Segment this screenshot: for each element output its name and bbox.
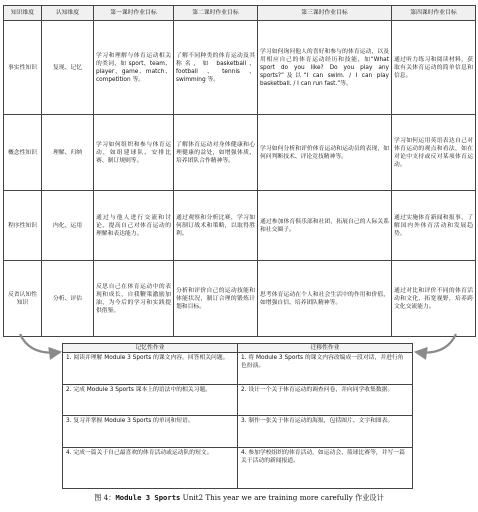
transfer-task: 2. 设计一个关于体育运动的调查问卷，并向同学收集数据。 xyxy=(238,384,413,416)
goal-cell: 学习和理解与体育运动相关的类词，如 sport、team、player、game、match、competition 等。 xyxy=(94,21,174,115)
knowledge-cell: 程序性知识 xyxy=(4,191,42,261)
knowledge-cell: 事实性知识 xyxy=(4,21,42,115)
header-lesson-2: 第二课时作业目标 xyxy=(174,6,258,21)
header-lesson-1: 第一课时作业目标 xyxy=(94,6,174,21)
header-knowledge: 知识维度 xyxy=(4,6,42,21)
cognitive-cell: 内化、运用 xyxy=(42,191,94,261)
goal-cell: 了解体育运动对身体健康和心理健康的益处，如增强体质、培养团队合作精神等。 xyxy=(174,115,258,191)
cognitive-cell: 分析、评估 xyxy=(42,261,94,337)
goal-cell: 学习如何询问他人的喜好和参与的体育运动，以及用相应自己的体育运动经历和技能，如“What sport do you like? Do you play any sports?”及以“I can swim. / I can play basketball. / I can run fast.”等。 xyxy=(258,21,392,115)
header-memory-homework: 记忆性作业 xyxy=(63,344,238,353)
table-row xyxy=(4,191,476,261)
cognitive-cell: 理解、归纳 xyxy=(42,115,94,191)
table-row xyxy=(4,115,476,191)
memory-task: 2. 完成 Module 3 Sports 课本上的语法中的相关习题。 xyxy=(63,384,238,416)
goal-cell: 通过与他人进行交流和讨论，提高自己对体育运动的理解和表达能力。 xyxy=(94,191,174,261)
goal-cell: 思考体育运动在个人和社会生活中的作用和价值，如增强自信、培养团队精神等。 xyxy=(258,261,392,337)
header-lesson-3: 第三课时作业目标 xyxy=(258,6,392,21)
goal-cell: 通过听力练习和阅读材料，获取有关体育运动的简单信息和信息。 xyxy=(392,21,476,115)
table-row xyxy=(63,416,413,448)
caption-rest: Unit2 This year we are training more carefully 作业设计 xyxy=(180,493,384,502)
memory-task: 1. 阅读并理解 Module 3 Sports 的课文内容，回答相关问题。 xyxy=(63,353,238,385)
transfer-task: 1. 将 Module 3 Sports 的课文内容改编成一段对话，并进行角色扮演。 xyxy=(238,353,413,385)
goal-cell: 分析和评价自己的运动技能和体能状况，制订合理的锻炼计划和目标。 xyxy=(174,261,258,337)
transfer-task: 4. 参加学校组织的体育活动，如运动会、篮球比赛等，并写一篇关于活动的新闻报道。 xyxy=(238,447,413,488)
goal-cell: 学习如何分析和评价体育运动和运动员的表现，如何问判断技术、评论竞技精神等。 xyxy=(258,115,392,191)
transfer-task: 3. 制作一张关于体育运动的海报，包括图片、文字和图表。 xyxy=(238,416,413,448)
header-lesson-4: 第四课时作业目标 xyxy=(392,6,476,21)
table-row xyxy=(63,447,413,488)
homework-table xyxy=(62,343,413,489)
homework-header-row xyxy=(63,344,413,353)
goal-cell: 学习如何组织和参与体育运动，如组建球队、安排比赛、制订规则等。 xyxy=(94,115,174,191)
table-row xyxy=(63,353,413,385)
knowledge-cell: 反省认知性知识 xyxy=(4,261,42,337)
caption-module: Module 3 Sports xyxy=(115,493,181,502)
header-transfer-homework: 迁移性作业 xyxy=(238,344,413,353)
memory-task: 4. 完成一篇关于自己最喜欢的体育活动或运动队的短文。 xyxy=(63,447,238,488)
goal-cell: 通过实施体育新闻和报事，了解国内外体育活动和发展趋势。 xyxy=(392,191,476,261)
objectives-header-row xyxy=(4,6,476,21)
knowledge-cell: 概念性知识 xyxy=(4,115,42,191)
objectives-table xyxy=(3,5,476,337)
caption-prefix: 图 4： xyxy=(94,493,116,502)
table-row xyxy=(63,384,413,416)
table-row xyxy=(4,261,476,337)
memory-task: 3. 复习并掌握 Module 3 Sports 的单词和短语。 xyxy=(63,416,238,448)
goal-cell: 学习如何运用英语表达自己对体育运动的观点和看法，如在对论中支持或反对某项体育运动。 xyxy=(392,115,476,191)
goal-cell: 通过参加体育俱乐部和社团，拓展自己的人际关系和社交圈子。 xyxy=(258,191,392,261)
goal-cell: 了解不同种类的体育运动及其称名，如 basketball、football、tennis、swimming 等。 xyxy=(174,21,258,115)
goal-cell: 通过观察和分析比赛，学习如何制订战术和策略，以取得胜利。 xyxy=(174,191,258,261)
goal-cell: 反思自己在体育运动中的表现和成长，自我鞭策激励加油，为今后的学习和实践提供借鉴。 xyxy=(94,261,174,337)
table-row xyxy=(4,21,476,115)
goal-cell: 通过对比和评价不同的体育活动和文化，拓宽视野，培养跨文化交流能力。 xyxy=(392,261,476,337)
header-cognitive: 认知维度 xyxy=(42,6,94,21)
cognitive-cell: 复现、记忆 xyxy=(42,21,94,115)
figure-caption xyxy=(0,493,478,503)
